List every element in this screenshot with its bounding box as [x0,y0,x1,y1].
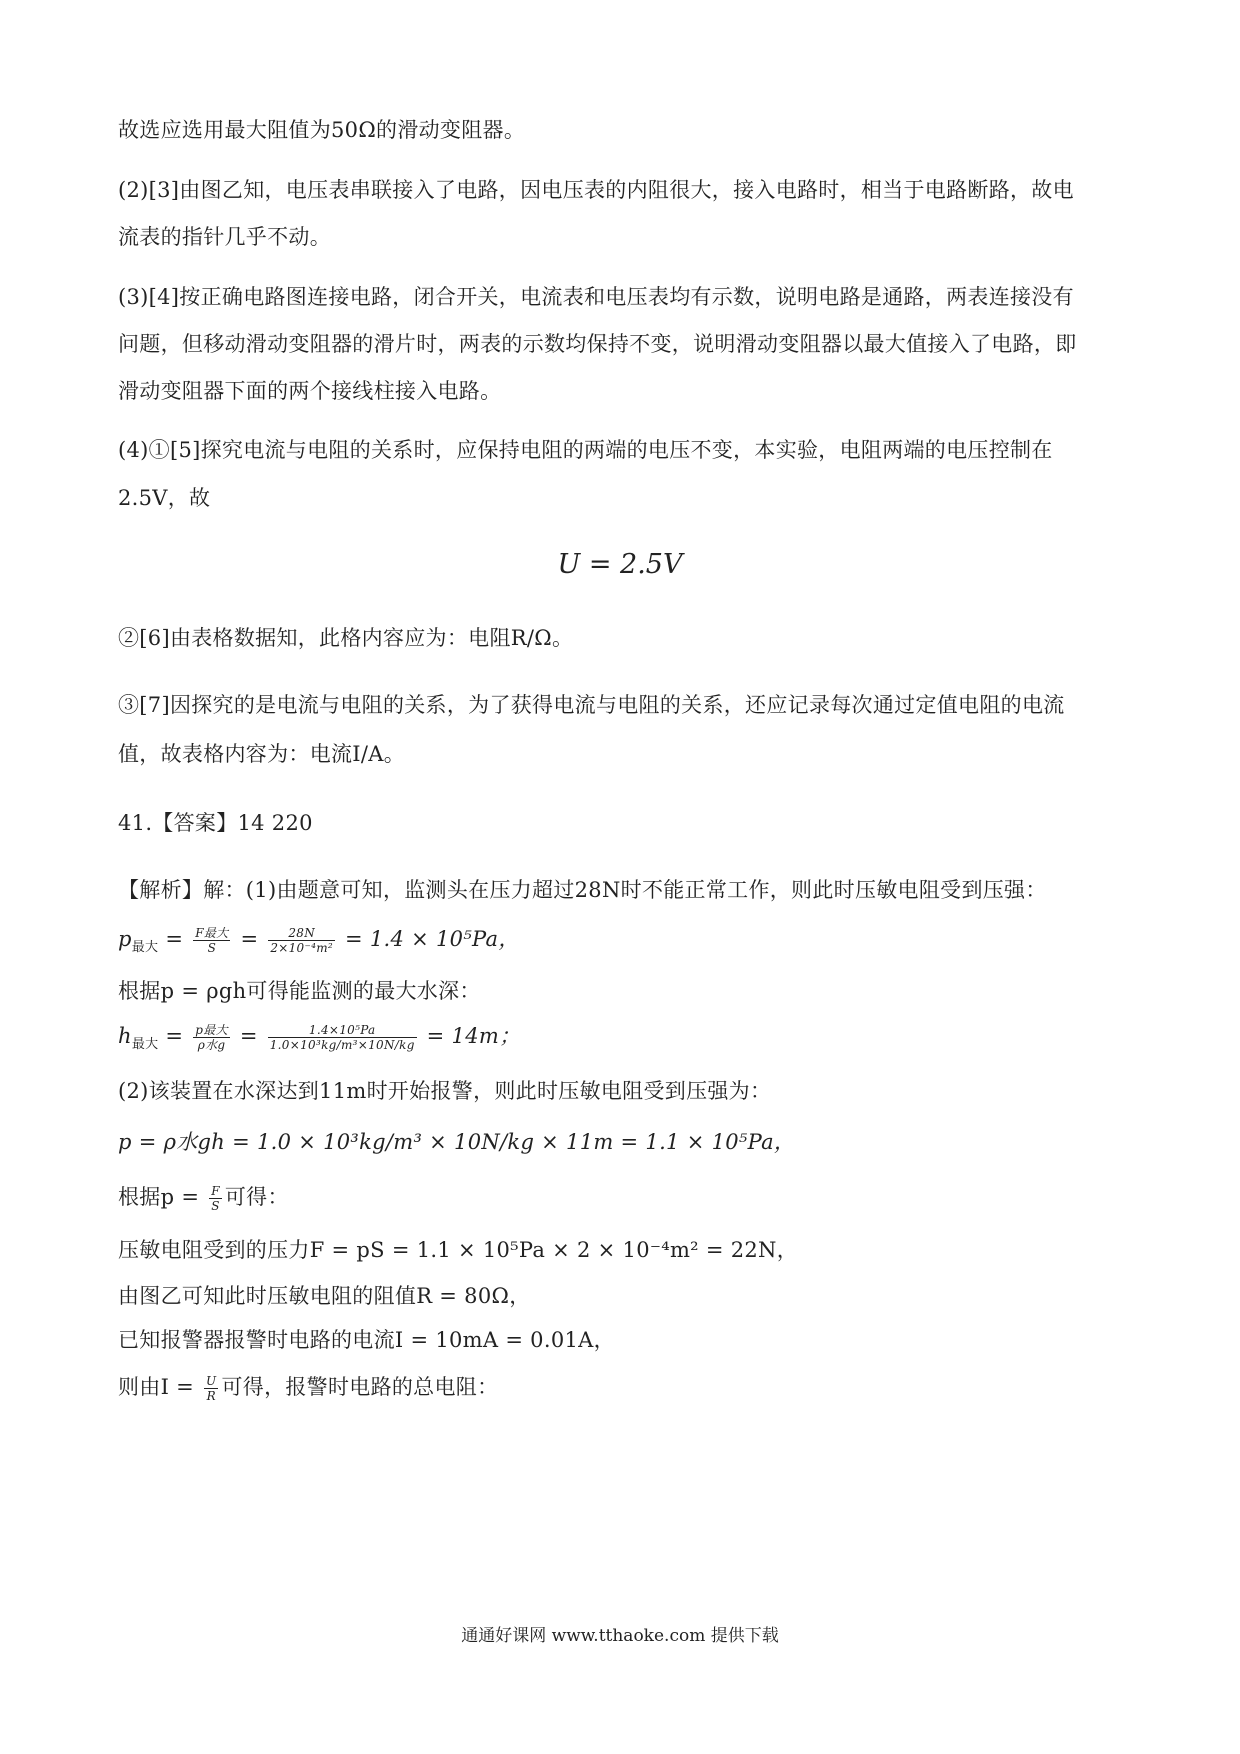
page-footer: 通通好课网 www.tthaoke.com 提供下载 [461,1626,779,1646]
fraction-p-over-rho-g: $\frac{\text{p最大}}{\text{ρ水g}}$ [195,1023,228,1052]
paragraph-2-line-2: 流表的指针几乎不动。 [118,225,331,249]
p-symbol: p [118,927,132,951]
paragraph-4-line-1: (4)①[5]探究电流与电阻的关系时，应保持电阻的两端的电压不变，本实验，电阻两端的电压控制在 [118,438,1053,462]
answer-41: 41.【答案】14 220 [118,811,313,835]
p-max-result: = 1.4 × 10⁵Pa， [345,927,520,951]
h-subscript: 最大 [131,1037,159,1052]
fraction-numeric-depth: $\frac{\text{1.4×10⁵Pa}}{\text{1.0×10³kg/m³×10N/kg}}$ [269,1023,415,1052]
fraction-f-s: $\frac{F}{S}$ [211,1184,220,1213]
formula-voltage: U = 2.5V [557,549,683,580]
analysis-line-1: 【解析】解：(1)由题意可知，监测头在压力超过28N时不能正常工作，则此时压敏电阻受到压强： [118,878,1047,902]
resistance-line: 由图乙可知此时压敏电阻的阻值R = 80Ω， [118,1284,531,1308]
h-max-result: = 14m； [426,1024,521,1048]
paragraph-3-line-1: (3)[4]按正确电路图连接电路，闭合开关，电流表和电压表均有示数，说明电路是通路，两表连接没有 [118,285,1074,309]
paragraph-6-line-1: ③[7]因探究的是电流与电阻的关系，为了获得电流与电阻的关系，还应记录每次通过定值电阻的电流 [118,693,1065,717]
current-line: 已知报警器报警时电路的电流I = 10mA = 0.01A， [118,1328,615,1352]
alarm-line: (2)该装置在水深达到11m时开始报警，则此时压敏电阻受到压强为： [118,1079,772,1103]
paragraph-conclusion: 故选应选用最大阻值为50Ω的滑动变阻器。 [118,118,526,142]
paragraph-3-line-2: 问题，但移动滑动变阻器的滑片时，两表的示数均保持不变，说明滑动变阻器以最大值接入了电路，即 [118,332,1077,356]
force-line: 压敏电阻受到的压力F = pS = 1.1 × 10⁵Pa × 2 × 10⁻⁴m² = 22N， [118,1238,799,1262]
formula-p-max: $p_{最大}$ = $\frac{\text{F最大}}{S}$ = $\frac{28N}{\text{2×10⁻⁴m²}}$ = 1.4 × 10⁵Pa， [118,926,520,955]
depth-intro: 根据p = ρgh可得能监测的最大水深： [118,979,481,1003]
fraction-u-r: $\frac{U}{R}$ [206,1374,217,1403]
h-symbol: h [118,1024,132,1048]
p-subscript: 最大 [131,940,159,955]
formula-i-u-over-r: 则由I = $\frac{U}{R}$ 可得，报警时电路的总电阻： [118,1374,499,1403]
paragraph-6-line-2: 值，故表格内容为：电流I/A。 [118,742,406,766]
pressure-equation: p = ρ水gh = 1.0 × 10³kg/m³ × 10N/kg × 11m = 1.1 × 10⁵Pa， [118,1130,796,1154]
formula-h-max: $h_{最大}$ = $\frac{\text{p最大}}{\text{ρ水g}}$ = $\frac{\text{1.4×10⁵Pa}}{\text{1.0×10³kg/m³×10N/kg}}$ = 14m； [118,1023,521,1052]
fraction-28n-over-area: $\frac{28N}{\text{2×10⁻⁴m²}}$ [270,926,334,955]
paragraph-2-line-1: (2)[3]由图乙知，电压表串联接入了电路，因电压表的内阻很大，接入电路时，相当于电路断路，故电 [118,178,1074,202]
formula-p-f-over-s: 根据p = $\frac{F}{S}$ 可得： [118,1184,289,1213]
paragraph-4-line-2: 2.5V，故 [118,486,211,510]
paragraph-5: ②[6]由表格数据知，此格内容应为：电阻R/Ω。 [118,626,574,650]
fraction-f-over-s: $\frac{\text{F最大}}{S}$ [195,926,229,955]
paragraph-3-line-3: 滑动变阻器下面的两个接线柱接入电路。 [118,379,502,403]
